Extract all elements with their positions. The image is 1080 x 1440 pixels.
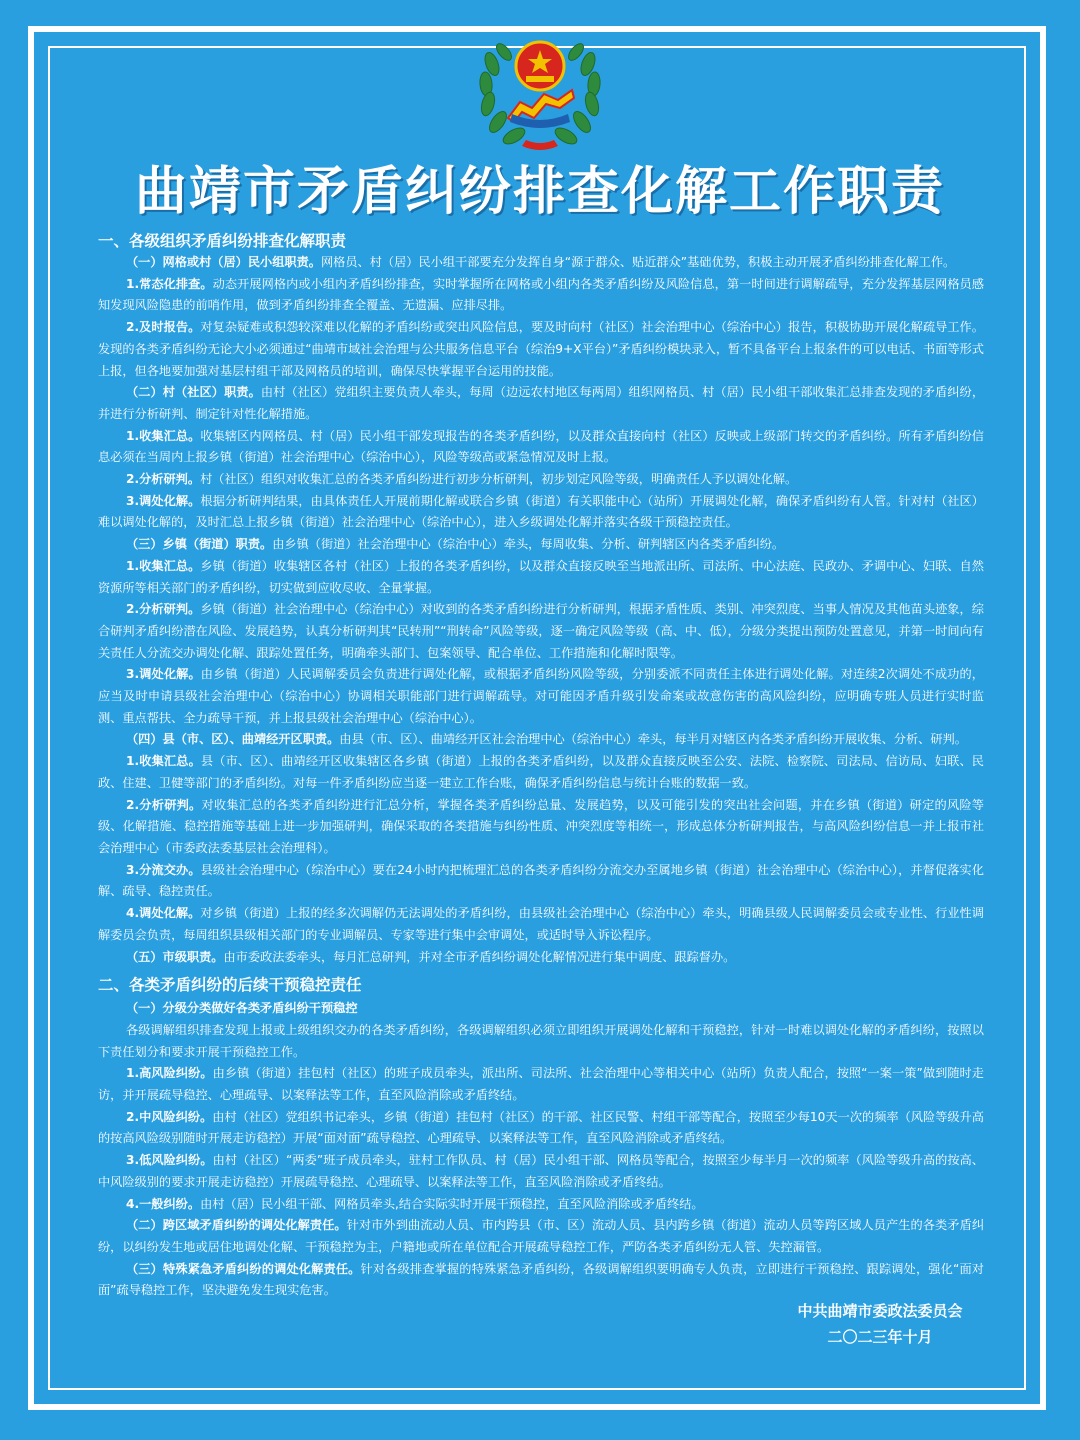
paragraph	[98, 1020, 984, 1063]
paragraph	[98, 1194, 984, 1216]
subsection-heading: （一）分级分类做好各类矛盾纠纷干预稳控	[126, 1001, 358, 1016]
paragraph-text: 由乡镇（街道）挂包村（社区）的班子成员牵头，派出所、司法所、社会治理中心等相关中心（站所）负责人配合，按照“一案一策”做到随时走访，并开展疏导稳控、心理疏导、以案释法等工作，直至风险消除或矛盾终结。	[98, 1066, 984, 1103]
paragraph-lead: 3.低风险纠纷。	[126, 1153, 213, 1168]
paragraph-lead: 2.及时报告。	[126, 320, 201, 335]
paragraph-text: 各级调解组织排查发现上报或上级组织交办的各类矛盾纠纷，各级调解组织必须立即组织开展调处化解和干预稳控，针对一时难以调处化解的矛盾纠纷，按照以下责任划分和要求开展干预稳控工作。	[98, 1022, 984, 1059]
paragraph-lead: （五）市级职责。	[126, 949, 224, 964]
paragraph	[98, 274, 984, 317]
paragraph-lead: 4.一般纠纷。	[126, 1196, 201, 1211]
signature	[760, 1298, 1000, 1350]
paragraph	[98, 599, 984, 664]
paragraph	[98, 1259, 984, 1302]
paragraph-text: 由村（社区）党组织主要负责人牵头，每周（边远农村地区每两周）组织网格员、村（居）民小组干部收集汇总排查发现的矛盾纠纷，并进行分析研判、制定针对性化解措施。	[98, 385, 985, 421]
paragraph-lead: （二）跨区域矛盾纠纷的调处化解责任。	[126, 1218, 347, 1233]
paragraph-lead: 1.常态化排查。	[126, 276, 213, 291]
paragraph-text: 由县（市、区）、曲靖经开区社会治理中心（综治中心）牵头，每半月对辖区内各类矛盾纠纷开展收集、分析、研判。	[339, 732, 967, 747]
paragraph-lead: 1.高风险纠纷。	[126, 1066, 213, 1081]
paragraph	[98, 860, 984, 903]
paragraph-lead: 4.调处化解。	[126, 906, 201, 921]
paragraph-text: 针对市外到曲流动人员、市内跨县（市、区）流动人员、县内跨乡镇（街道）流动人员等跨区域人员产生的各类矛盾纠纷，以纠纷发生地或居住地调处化解、干预稳控为主，户籍地或所在单位配合开展疏导稳控工作，严防各类矛盾纠纷无人管、失控漏管。	[98, 1218, 985, 1254]
paragraph-lead: （二）村（社区）职责。	[126, 385, 261, 400]
paragraph-text: 针对各级排查掌握的特殊紧急矛盾纠纷，各级调解组织要明确专人负责，立即进行干预稳控、跟踪调处，强化“面对面”疏导稳控工作，坚决避免发生现实危害。	[98, 1261, 984, 1298]
paragraph-text: 县级社会治理中心（综治中心）要在24小时内把梳理汇总的各类矛盾纠纷分流交办至属地乡镇（街道）社会治理中心（综治中心），并督促落实化解、疏导、稳控责任。	[98, 862, 984, 899]
paragraph	[98, 729, 984, 751]
paragraph	[98, 751, 984, 794]
paragraph-lead: 3.分流交办。	[126, 862, 201, 877]
paragraph	[98, 382, 984, 425]
section-heading-1: 一、各级组织矛盾纠纷排查化解职责	[98, 232, 347, 250]
paragraph-text: 网格员、村（居）民小组干部要充分发挥自身“源于群众、贴近群众”基础优势，积极主动开展矛盾纠纷排查化解工作。	[321, 255, 956, 269]
paragraph-lead: 1.收集汇总。	[126, 754, 201, 769]
paragraph-text: 收集辖区内网格员、村（居）民小组干部发现报告的各类矛盾纠纷，以及群众直接向村（社区）反映或上级部门转交的矛盾纠纷。所有矛盾纠纷信息必须在当周内上报乡镇（街道）社会治理中心（综治中心），风险等级高或紧急情况及时上报。	[98, 428, 984, 465]
section-heading-2: 二、各类矛盾纠纷的后续干预稳控责任	[98, 976, 362, 995]
paragraph-lead: 2.分析研判。	[126, 602, 201, 617]
paragraph	[98, 317, 984, 382]
paragraph	[98, 1107, 984, 1150]
paragraph-lead: （三）特殊紧急矛盾纠纷的调处化解责任。	[126, 1261, 361, 1276]
paragraph	[98, 469, 984, 491]
paragraph-lead: 3.调处化解。	[126, 667, 201, 682]
paragraph-text: 对乡镇（街道）上报的经多次调解仍无法调处的矛盾纠纷，由县级社会治理中心（综治中心）牵头，明确县级人民调解委员会或专业性、行业性调解委员会负责，每周组织县级相关部门的专业调解员、专家等进行集中会审调处，或适时导入诉讼程序。	[98, 906, 984, 942]
signature-date: 二〇二三年十月	[827, 1328, 933, 1346]
paragraph-text: 由村（社区）“两委”班子成员牵头，驻村工作队员、村（居）民小组干部、网格员等配合，按照至少每半月一次的频率（风险等级升高的按高、中风险级别的要求开展走访稳控）开展疏导稳控、心理疏导、以案释法等工作，直至风险消除或矛盾终结。	[98, 1153, 984, 1189]
paragraph	[98, 664, 984, 729]
paragraph	[98, 426, 984, 469]
paragraph	[98, 1215, 984, 1258]
paragraph	[98, 534, 984, 556]
paragraph-lead: 3.调处化解。	[126, 493, 201, 508]
paragraph	[98, 252, 984, 274]
paragraph-lead: 1.收集汇总。	[126, 428, 201, 443]
paragraph-text: 县（市、区）、曲靖经开区收集辖区各乡镇（街道）上报的各类矛盾纠纷，以及群众直接反映至公安、法院、检察院、司法局、信访局、妇联、民政、住建、卫健等部门的矛盾纠纷。对每一件矛盾纠纷应当逐一建立工作台账，确保矛盾纠纷信息与统计台账的数据一致。	[98, 754, 984, 790]
paragraph-text: 由村（社区）党组织书记牵头，乡镇（街道）挂包村（社区）的干部、社区民警、村组干部等配合，按照至少每10天一次的频率（风险等级升高的按高风险级别随时开展走访稳控）开展“面对面”疏导稳控、心理疏导、以案释法等工作，直至风险消除或矛盾终结。	[98, 1109, 984, 1146]
paragraph-text: 动态开展网格内或小组内矛盾纠纷排查，实时掌握所在网格或小组内各类矛盾纠纷及风险信息，第一时间进行调解疏导，充分发挥基层网格员感知发现风险隐患的前哨作用，做到矛盾纠纷排查全覆盖、无遗漏、应排尽排。	[98, 276, 984, 313]
page-title: 曲靖市矛盾纠纷排查化解工作职责	[134, 162, 945, 222]
paragraph	[98, 1063, 984, 1106]
paragraph-lead: 2.分析研判。	[126, 472, 201, 487]
paragraph-text: 乡镇（街道）社会治理中心（综治中心）对收到的各类矛盾纠纷进行分析研判，根据矛盾性质、类别、冲突烈度、当事人情况及其他苗头迹象，综合研判矛盾纠纷潜在风险、发展趋势，认真分析研判其“民转刑”“刑转命”风险等级，逐一确定风险等级（高、中、低），分级分类提出预防处置意见，并第一时间向有关责任人分流交办调处化解、跟踪处置任务，明确牵头部门、包案领导、配合单位、工作措施和化解时限等。	[98, 602, 984, 660]
paragraph-text: 乡镇（街道）收集辖区各村（社区）上报的各类矛盾纠纷，以及群众直接反映至当地派出所、司法所、中心法庭、民政办、矛调中心、妇联、自然资源所等相关部门的矛盾纠纷，切实做到应收尽收、全量掌握。	[98, 558, 984, 595]
paragraph-lead: （三）乡镇（街道）职责。	[126, 537, 273, 552]
paragraph-text: 由村（居）民小组干部、网格员牵头,结合实际实时开展干预稳控，直至风险消除或矛盾终结。	[200, 1196, 704, 1211]
paragraph-lead: 2.分析研判。	[126, 797, 202, 812]
paragraph-lead: 2.中风险纠纷。	[126, 1109, 213, 1124]
paragraph	[98, 903, 984, 946]
emblem-icon	[470, 22, 610, 158]
paragraph-text: 对收集汇总的各类矛盾纠纷进行汇总分析，掌握各类矛盾纠纷总量、发展趋势，以及可能引发的突出社会问题，并在乡镇（街道）研定的风险等级、化解措施、稳控措施等基础上进一步加强研判，确保采取的各类措施与纠纷性质、冲突烈度等相统一，形成总体分析研判报告，与高风险纠纷信息一并上报市社会治理中心（市委政法委基层社会治理科）。	[98, 797, 984, 855]
paragraph-lead: （一）网格或村（居）民小组职责。	[126, 255, 321, 269]
paragraph	[98, 556, 984, 599]
paragraph-text: 由乡镇（街道）社会治理中心（综治中心）牵头，每周收集、分析、研判辖区内各类矛盾纠纷。	[272, 537, 785, 552]
paragraph-text: 村（社区）组织对收集汇总的各类矛盾纠纷进行初步分析研判，初步划定风险等级，明确责任人予以调处化解。	[200, 472, 798, 487]
paragraph-lead: 1.收集汇总。	[126, 558, 201, 573]
paragraph	[98, 1150, 984, 1193]
paragraph-text: 由市委政法委牵头，每月汇总研判，并对全市矛盾纠纷调处化解情况进行集中调度、跟踪督办。	[223, 949, 736, 964]
signature-org: 中共曲靖市委政法委员会	[797, 1302, 963, 1320]
paragraph-text: 对复杂疑难或积怨较深难以化解的矛盾纠纷或突出风险信息，要及时向村（社区）社会治理中心（综治中心）报告，积极协助开展化解疏导工作。发现的各类矛盾纠纷无论大小必须通过“曲靖市域社会治理与公共服务信息平台（综治9+X平台）”矛盾纠纷模块录入，暂不具备平台上报条件的可以电话、书面等形式上报，但各地要加强对基层村组干部及网格员的培训，确保尽快掌握平台运用的技能。	[98, 320, 984, 378]
paragraph-text: 由乡镇（街道）人民调解委员会负责进行调处化解，或根据矛盾纠纷风险等级，分别委派不同责任主体进行调处化解。对连续2次调处不成功的，应当及时申请县级社会治理中心（综治中心）协调相关职能部门进行调解疏导。对可能因矛盾升级引发命案或故意伤害的高风险纠纷，应明确专班人员进行实时监测、重点帮扶、全力疏导干预，并上报县级社会治理中心（综治中心）。	[98, 667, 984, 725]
body-text	[98, 228, 984, 1302]
paragraph	[98, 947, 984, 969]
paragraph-lead: （四）县（市、区）、曲靖经开区职责。	[126, 732, 340, 747]
paragraph-text: 根据分析研判结果，由具体责任人开展前期化解或联合乡镇（街道）有关职能中心（站所）开展调处化解，确保矛盾纠纷有人管。针对村（社区）难以调处化解的，及时汇总上报乡镇（街道）社会治理中心（综治中心），进入乡级调处化解并落实各级干预稳控责任。	[98, 493, 984, 530]
paragraph	[98, 491, 984, 534]
paragraph	[98, 795, 984, 860]
